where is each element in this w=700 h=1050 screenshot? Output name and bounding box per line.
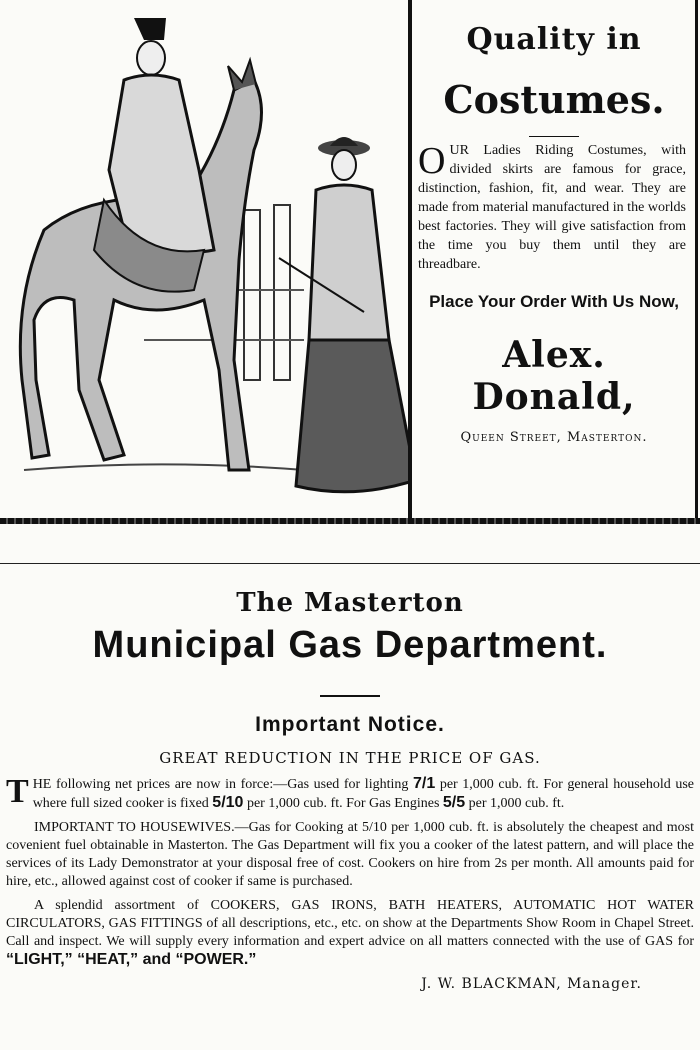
ad-divider [529, 136, 579, 137]
gas-title-line2: Municipal Gas Department. [92, 624, 608, 666]
gas-title-line1: The Masterton [236, 588, 464, 618]
gas-manager-signature: J. W. BLACKMAN, Manager. [421, 976, 642, 992]
gas-assortment-paragraph [6, 897, 694, 970]
gas-engine-price: 5/5 [442, 794, 466, 811]
gas-department-notice [0, 580, 700, 992]
gas-p1-text-d: per 1,000 cub. ft. [465, 796, 565, 811]
ad-call-to-action: Place Your Order With Us Now, [429, 292, 679, 311]
ad-drop-cap: O [418, 140, 446, 182]
section-divider-thin [0, 563, 700, 564]
riding-costume-illustration [4, 0, 412, 518]
gas-subheading: GREAT REDUCTION IN THE PRICE OF GAS. [159, 749, 541, 767]
gas-notice-heading: Important Notice. [255, 713, 445, 736]
ad-body-text: UR Ladies Riding Costumes, with divided skirts are famous for grace, distinction, fashion, fit, and wear. They are made from material manufactured in the worlds best factories. They will give satisfaction from the time you buy them until they are threadbare. [418, 143, 686, 272]
gas-drop-cap: T [6, 773, 29, 810]
ad-headline-line1: Quality in [466, 22, 642, 57]
ad-body [418, 141, 686, 274]
right-border [695, 0, 698, 520]
gas-body [6, 775, 694, 970]
gas-p1-text-b: per 1,000 cub. ft. For general household use where full sized cooker is fixed [32, 777, 695, 811]
ad-merchant-name: Alex. Donald, [472, 334, 636, 418]
gas-light-heat-power: “LIGHT,” “HEAT,” and “POWER.” [6, 951, 257, 968]
gas-prices-paragraph [6, 775, 694, 813]
ad-headline-line2: Costumes. [443, 77, 665, 122]
gas-p1-text-c: per 1,000 cub. ft. For Gas Engines [243, 796, 443, 811]
gas-lighting-price: 7/1 [412, 775, 436, 792]
horse-and-riders-drawing [4, 0, 408, 518]
costume-ad-text [414, 0, 694, 515]
section-divider-heavy [0, 518, 700, 524]
gas-p1-text-a: HE following net prices are now in force:—Gas used for lighting [32, 777, 413, 792]
gas-household-price: 5/10 [212, 794, 244, 811]
gas-p3-text: A splendid assortment of COOKERS, GAS IRONS, BATH HEATERS, AUTOMATIC HOT WATER CIRCULATORS, GAS FITTINGS of all descriptions, etc., etc. on show at the Departments Show Room in Chapel Street. Call and inspect. We will supply every information and expert advice on all matters connected with the use of GAS for [6, 898, 694, 949]
gas-divider [320, 695, 380, 697]
gas-housewives-paragraph: IMPORTANT TO HOUSEWIVES.—Gas for Cooking at 5/10 per 1,000 cub. ft. is absolutely the cheapest and most covenient fuel obtainable in Masterton. The Gas Department will fix you a cooker of the latest pattern, and will place the services of its Lady Demonstrator at your disposal free of cost. Cookers on hire from 2s per month. All amounts paid for hire, etc., allowed against cost of cooker if same is purchased. [6, 820, 694, 889]
ad-address: Queen Street, Masterton. [460, 430, 648, 445]
